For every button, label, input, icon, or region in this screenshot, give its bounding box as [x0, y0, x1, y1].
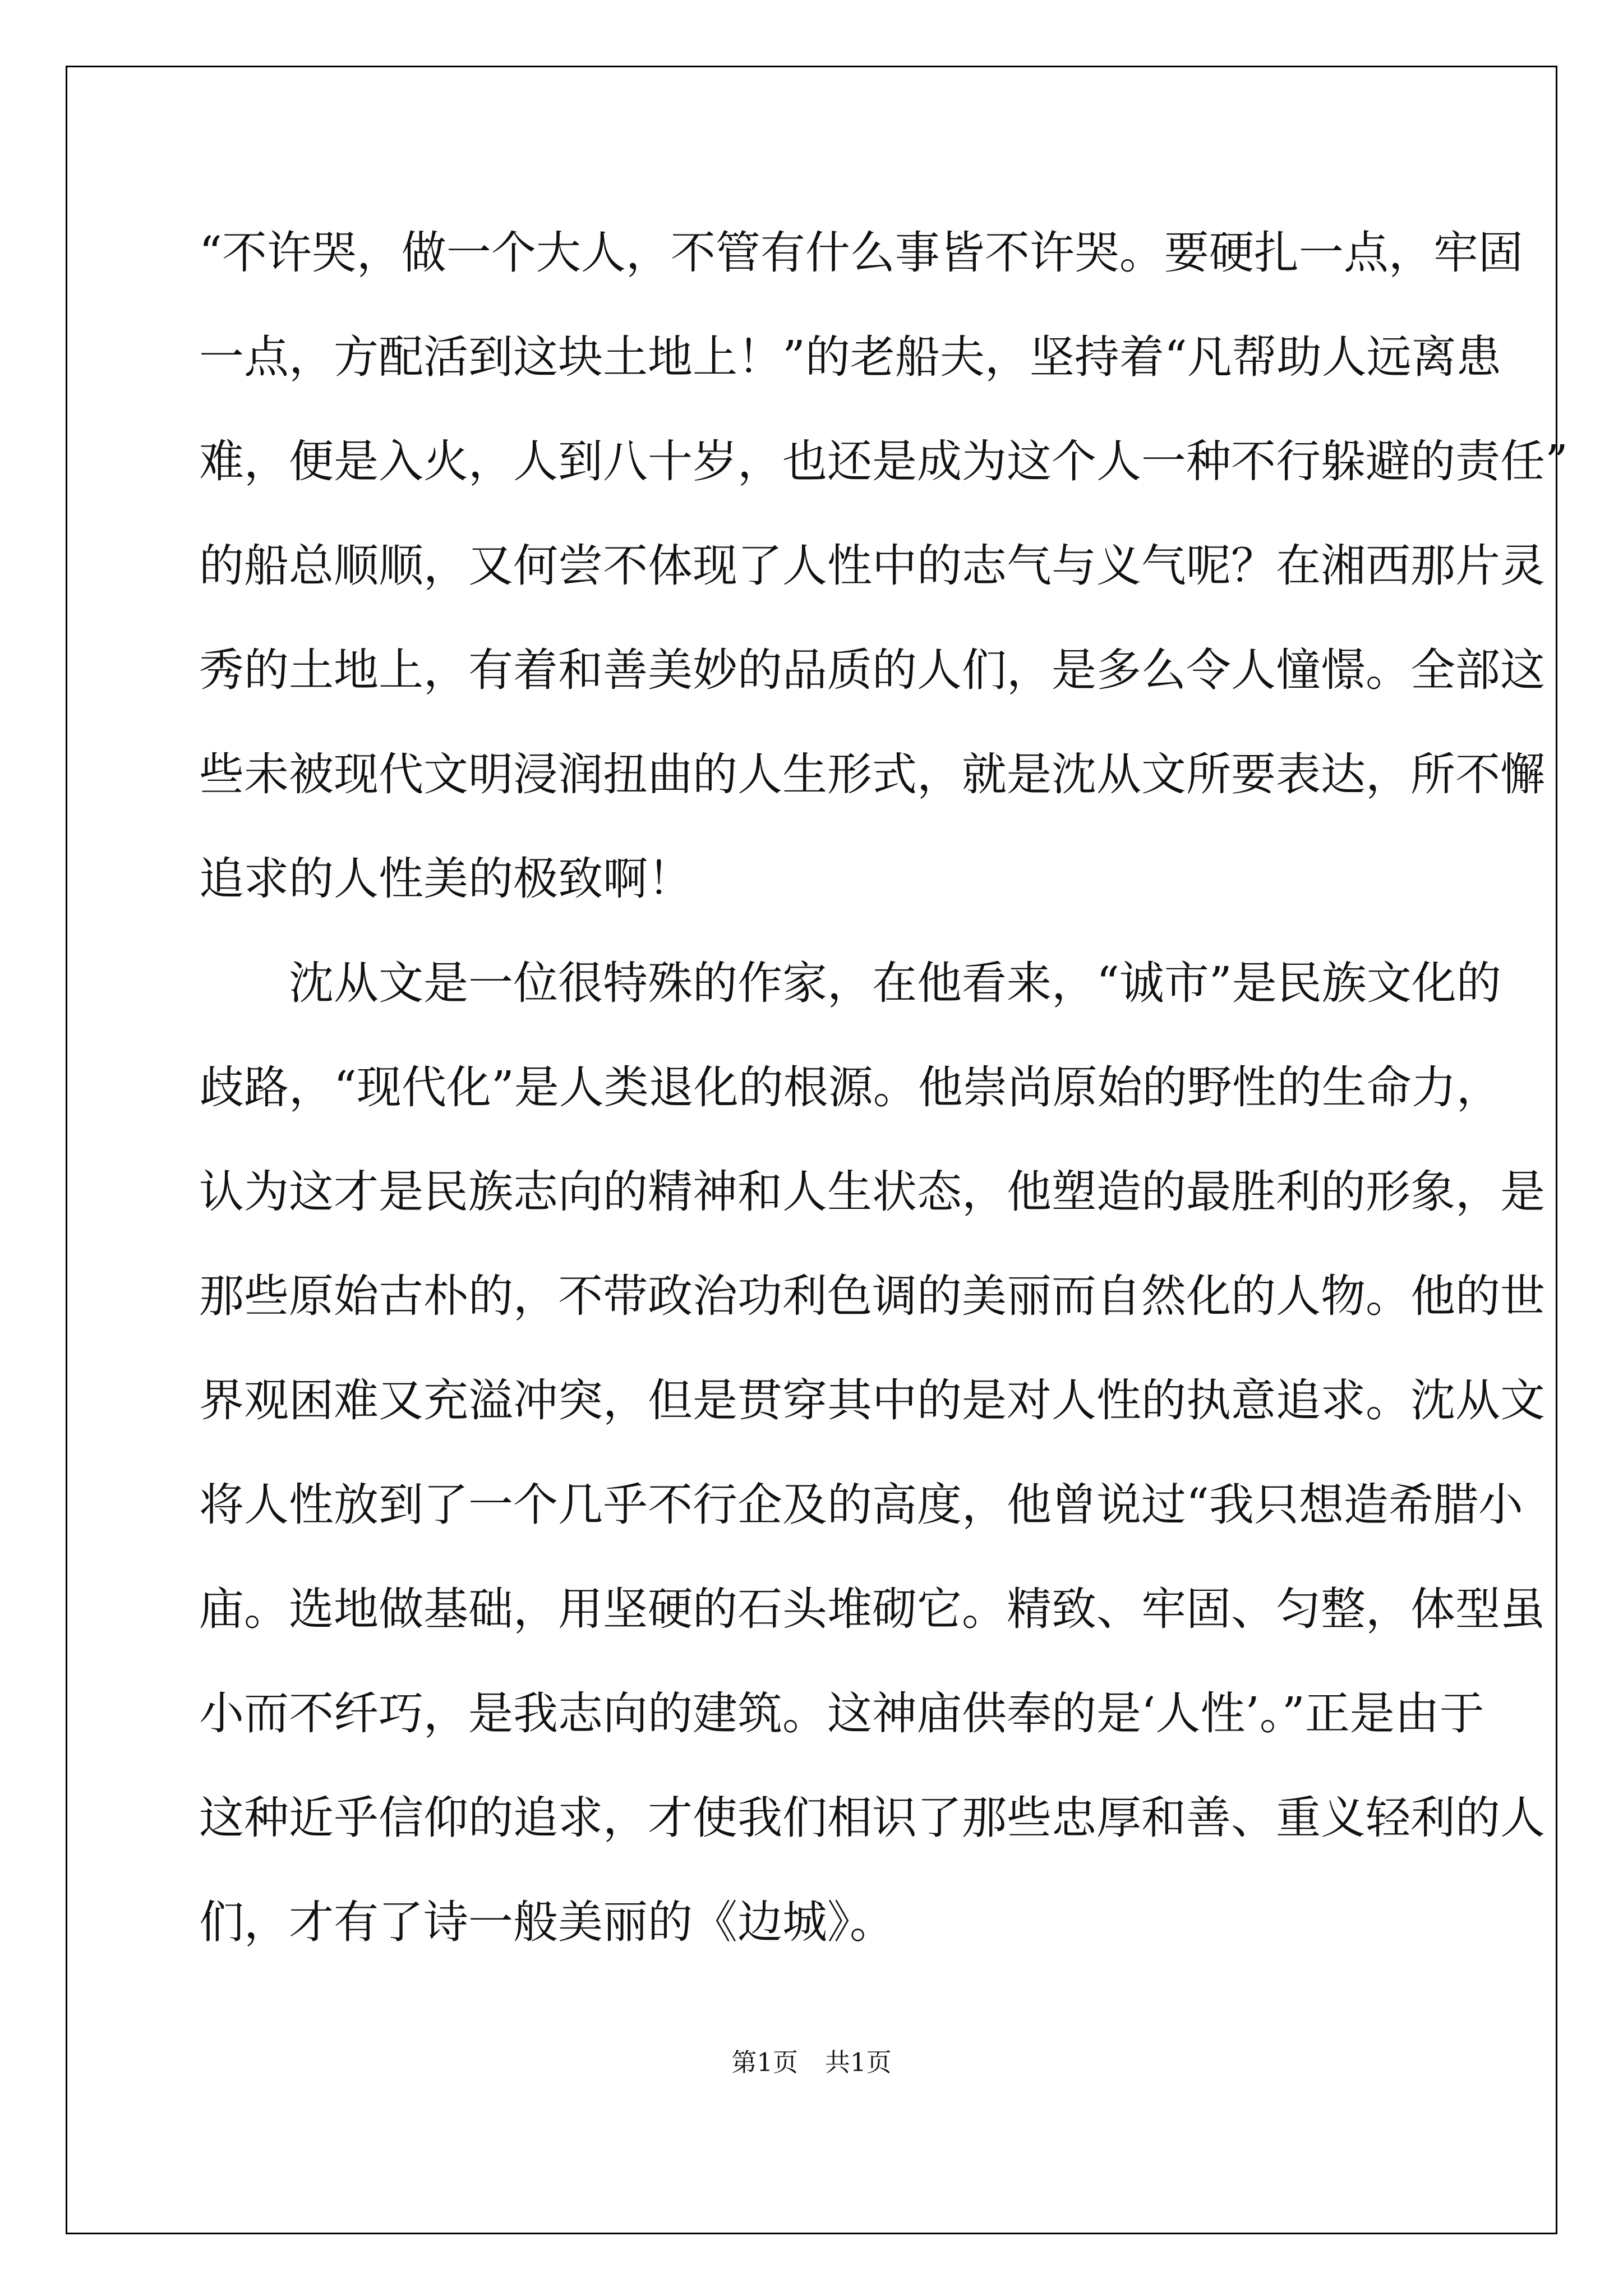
text-line: 追求的人性美的极致啊！: [199, 853, 693, 905]
text-line: 小而不纤巧，是我志向的建筑。这神庙供奉的是‘人性’。”正是由于: [199, 1687, 1484, 1740]
text-line: 的船总顺顺，又何尝不体现了人性中的志气与义气呢？在湘西那片灵: [199, 540, 1545, 592]
document-body: [199, 201, 1568, 1975]
text-line: 们，才有了诗一般美丽的《边城》。: [199, 1896, 895, 1948]
paragraph-2: [199, 931, 1545, 1975]
text-line: 界观困难又充溢冲突，但是贯穿其中的是对人性的执意追求。沈从文: [199, 1374, 1545, 1427]
paragraph-1: [199, 201, 1568, 931]
text-line: 秀的土地上，有着和善美妙的品质的人们，是多么令人憧憬。全部这: [199, 644, 1545, 696]
text-line: 歧路，“现代化”是人类退化的根源。他崇尚原始的野性的生命力，: [199, 1061, 1501, 1114]
text-line: 些未被现代文明浸润扭曲的人生形式，就是沈从文所要表达，所不懈: [199, 748, 1545, 800]
text-line: 一点，方配活到这块土地上！”的老船夫，坚持着“凡帮助人远离患: [199, 331, 1501, 383]
text-line: 这种近乎信仰的追求，才使我们相识了那些忠厚和善、重义轻利的人: [199, 1792, 1545, 1844]
page-number: 第1页: [731, 2047, 798, 2077]
text-line: 沈从文是一位很特殊的作家，在他看来，“诚市”是民族文化的: [199, 957, 1501, 1009]
text-line: 认为这才是民族志向的精神和人生状态，他塑造的最胜利的形象，是: [199, 1166, 1545, 1218]
text-line: “不许哭，做一个大人，不管有什么事皆不许哭。要硬扎一点，牢固: [199, 227, 1523, 279]
text-line: 难，便是入火，人到八十岁，也还是成为这个人一种不行躲避的责任”: [199, 435, 1568, 487]
page-footer: [0, 2042, 1623, 2078]
text-line: 将人性放到了一个几乎不行企及的高度，他曾说过“我只想造希腊小: [199, 1479, 1523, 1531]
text-line: 那些原始古朴的，不带政治功利色调的美丽而自然化的人物。他的世: [199, 1270, 1545, 1322]
page-total: 共1页: [825, 2047, 892, 2077]
text-line: 庙。选地做基础，用坚硬的石头堆砌它。精致、牢固、匀整，体型虽: [199, 1583, 1545, 1635]
